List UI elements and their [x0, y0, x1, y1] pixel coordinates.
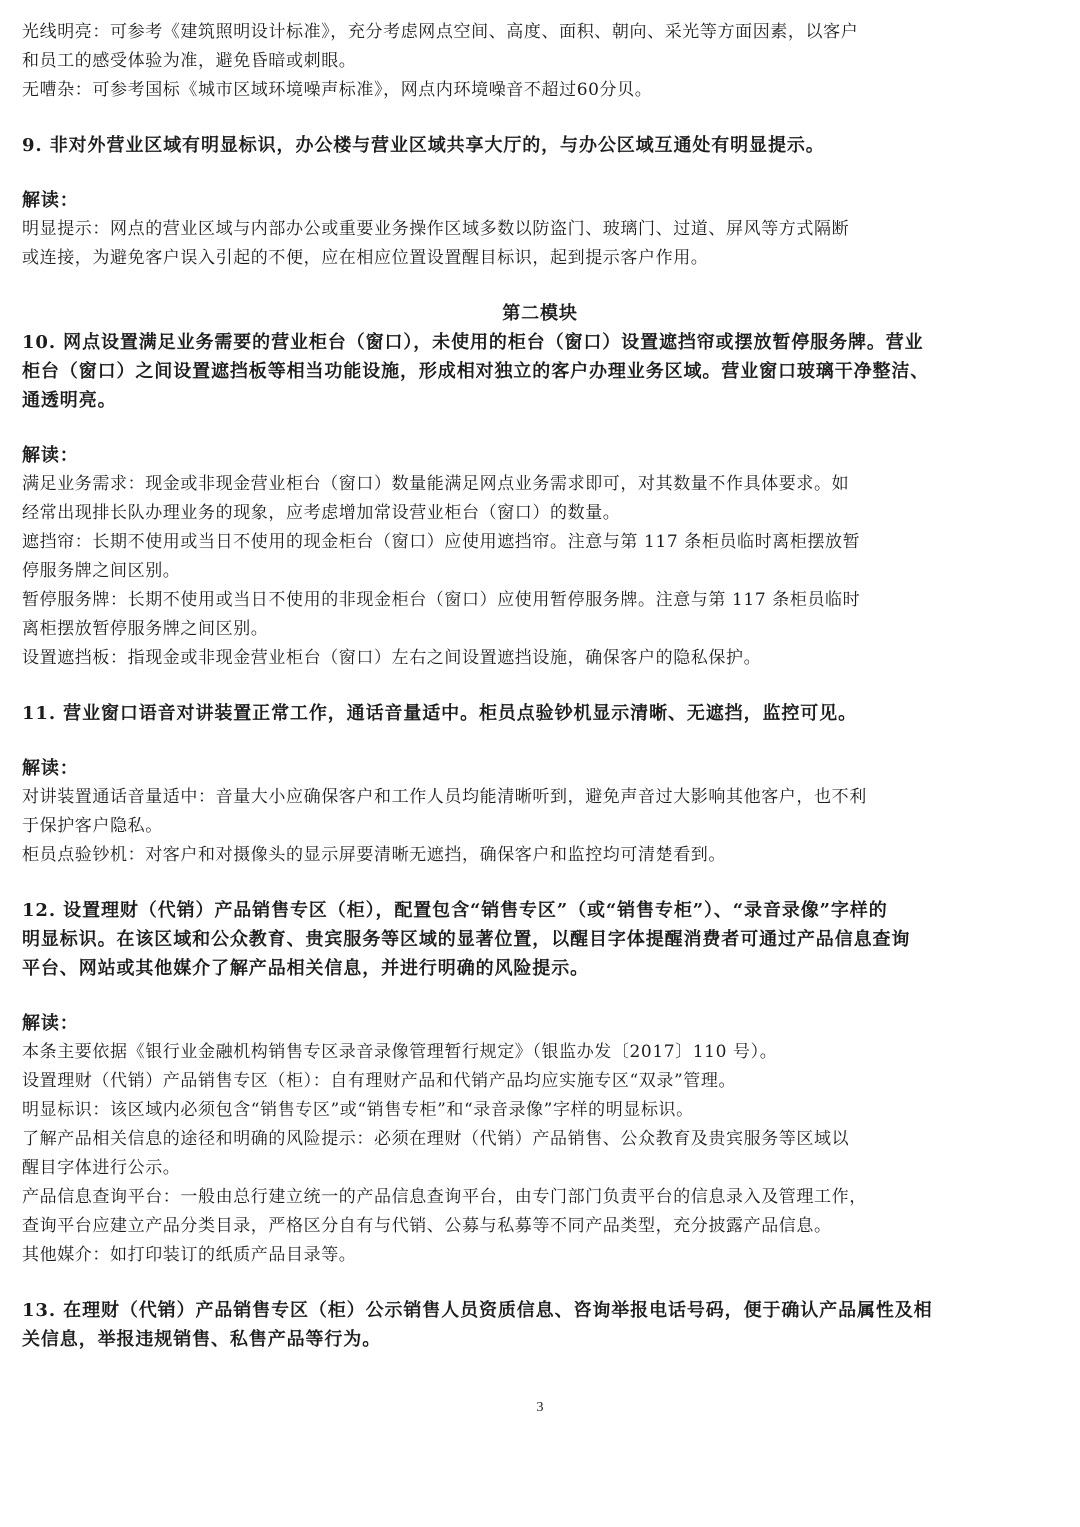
- paragraph-line: 明显提示：网点的营业区域与内部办公或重要业务操作区域多数以防盗门、玻璃门、过道、屏风等方式隔断: [22, 219, 850, 239]
- paragraph-line: 明显标识：该区域内必须包含“销售专区”或“销售专柜”和“录音录像”字样的明显标识。: [22, 1100, 694, 1120]
- document-page: [22, 18, 1058, 1354]
- paragraph-line: 暂停服务牌：长期不使用或当日不使用的非现金柜台（窗口）应使用暂停服务牌。注意与第 117 条柜员临时: [22, 590, 861, 610]
- interpretation-label: 解读：: [22, 758, 79, 779]
- item-12-heading: 12. 设置理财（代销）产品销售专区（柜），配置包含“销售专区”（或“销售专柜”）、“录音录像”字样的: [22, 900, 888, 921]
- paragraph-line: 或连接，为避免客户误入引起的不便，应在相应位置设置醒目标识，起到提示客户作用。: [22, 248, 709, 268]
- interpretation-label: 解读：: [22, 190, 79, 211]
- paragraph-line: 了解产品相关信息的途径和明确的风险提示：必须在理财（代销）产品销售、公众教育及贵宾服务等区域以: [22, 1129, 850, 1149]
- item-12-heading: 明显标识。在该区域和公众教育、贵宾服务等区域的显著位置，以醒目字体提醒消费者可通过产品信息查询: [22, 929, 911, 950]
- page-number: 3: [536, 1400, 544, 1415]
- interpretation-label: 解读：: [22, 445, 79, 466]
- paragraph-line: 产品信息查询平台：一般由总行建立统一的产品信息查询平台，由专门部门负责平台的信息录入及管理工作，: [22, 1187, 867, 1207]
- paragraph-line: 停服务牌之间区别。: [22, 561, 181, 581]
- paragraph-line: 查询平台应建立产品分类目录，严格区分自有与代销、公募与私募等不同产品类型，充分披露产品信息。: [22, 1216, 832, 1236]
- paragraph-line: 光线明亮：可参考《建筑照明设计标准》，充分考虑网点空间、高度、面积、朝向、采光等方面因素，以客户: [22, 22, 859, 42]
- paragraph-line: 本条主要依据《银行业金融机构销售专区录音录像管理暂行规定》（银监办发〔2017〕110 号）。: [22, 1042, 778, 1062]
- interpretation-label: 解读：: [22, 1013, 79, 1034]
- item-11-heading: 11. 营业窗口语音对讲装置正常工作，通话音量适中。柜员点验钞机显示清晰、无遮挡，监控可见。: [22, 703, 857, 724]
- paragraph-line: 离柜摆放暂停服务牌之间区别。: [22, 619, 269, 639]
- item-10-heading: 通透明亮。: [22, 390, 117, 411]
- paragraph-line: 于保护客户隐私。: [22, 816, 163, 836]
- paragraph-line: 和员工的感受体验为准，避免昏暗或刺眼。: [22, 51, 357, 71]
- module-title: 第二模块: [502, 303, 578, 324]
- paragraph-line: 满足业务需求：现金或非现金营业柜台（窗口）数量能满足网点业务需求即可，对其数量不作具体要求。如: [22, 474, 850, 494]
- item-12-heading: 平台、网站或其他媒介了解产品相关信息，并进行明确的风险提示。: [22, 958, 589, 979]
- paragraph-line: 柜员点验钞机：对客户和对摄像头的显示屏要清晰无遮挡，确保客户和监控均可清楚看到。: [22, 845, 726, 865]
- item-13-heading: 关信息，举报违规销售、私售产品等行为。: [22, 1329, 382, 1350]
- item-13-heading: 13. 在理财（代销）产品销售专区（柜）公示销售人员资质信息、咨询举报电话号码，便于确认产品属性及相: [22, 1300, 933, 1321]
- paragraph-line: 醒目字体进行公示。: [22, 1158, 181, 1178]
- paragraph-line: 经常出现排长队办理业务的现象，应考虑增加常设营业柜台（窗口）的数量。: [22, 503, 621, 523]
- paragraph-line: 设置遮挡板：指现金或非现金营业柜台（窗口）左右之间设置遮挡设施，确保客户的隐私保护。: [22, 648, 762, 668]
- paragraph-line: 遮挡帘：长期不使用或当日不使用的现金柜台（窗口）应使用遮挡帘。注意与第 117 条柜员临时离柜摆放暂: [22, 532, 861, 552]
- paragraph-line: 对讲装置通话音量适中：音量大小应确保客户和工作人员均能清晰听到，避免声音过大影响其他客户，也不利: [22, 787, 867, 807]
- item-10-heading: 10. 网点设置满足业务需要的营业柜台（窗口），未使用的柜台（窗口）设置遮挡帘或摆放暂停服务牌。营业: [22, 332, 924, 353]
- paragraph-line: 无嘈杂：可参考国标《城市区域环境噪声标准》，网点内环境噪音不超过60分贝。: [22, 80, 653, 100]
- paragraph-line: 设置理财（代销）产品销售专区（柜）：自有理财产品和代销产品均应实施专区“双录”管理。: [22, 1071, 737, 1091]
- item-10-heading: 柜台（窗口）之间设置遮挡板等相当功能设施，形成相对独立的客户办理业务区域。营业窗口玻璃干净整洁、: [22, 361, 930, 382]
- item-9-heading: 9. 非对外营业区域有明显标识，办公楼与营业区域共享大厅的，与办公区域互通处有明显提示。: [22, 135, 825, 156]
- paragraph-line: 其他媒介：如打印装订的纸质产品目录等。: [22, 1245, 357, 1265]
